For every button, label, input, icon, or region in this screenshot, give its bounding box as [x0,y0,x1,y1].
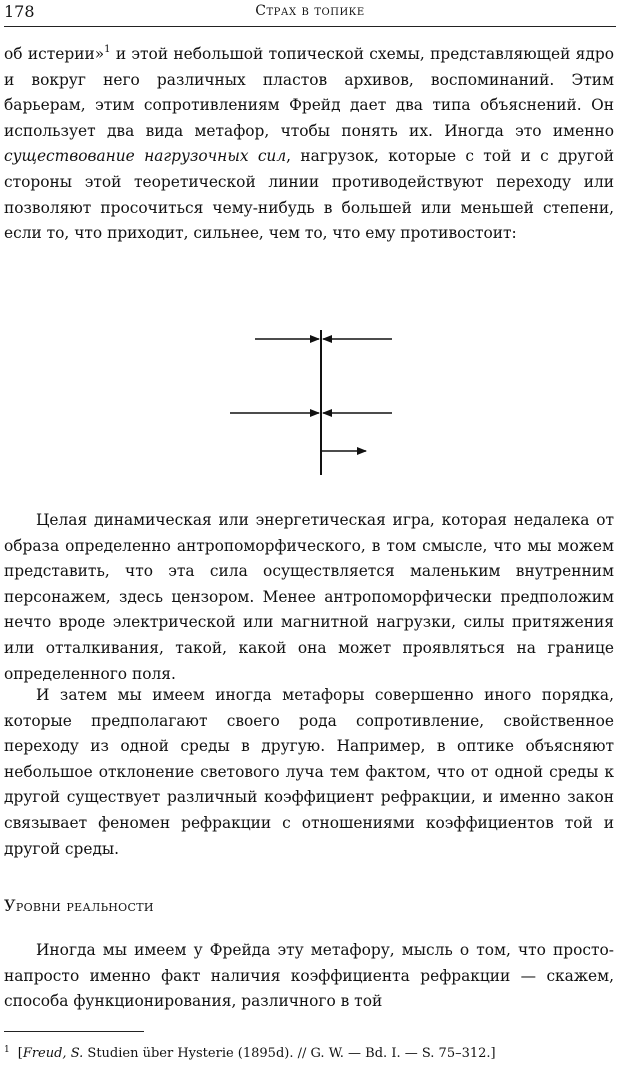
paragraph-4-text: Иногда мы имеем у Фрейда эту метафору, мысль о том, что просто-напросто именно факт наличия коэффициента рефракции — скажем, способа функционирования, различного в той [4,941,614,1011]
paragraph-1-emphasis: существование нагрузочных сил [4,147,287,166]
section-heading: Уровни реальности [4,896,154,915]
paragraph-1-part-1: об истерии» [4,45,105,63]
paragraph-1-part-2: и этой небольшой топической схемы, представляющей ядро и вокруг него различных пластов архивов, воспоминаний. Этим барьерам, этим сопротивлениям Фрейд дает два типа объяснений. Он использует два вида метафор, чтобы понять их. Иногда это именно [4,45,614,140]
footnote [4,1040,616,1064]
footnote-reference[interactable]: 1 [104,44,111,55]
page-number: 178 [4,2,35,21]
footnote-mark: 1 [4,1045,10,1055]
paragraph-3 [4,683,614,862]
page-header [4,0,616,26]
paragraph-2-text: Целая динамическая или энергетическая игра, которая недалека от образа определенно антропоморфического, в том смысле, что мы можем представить, что эта сила осуществляется маленьким внутренним персонажем, здесь цензором. Менее антропоморфически предположим нечто вроде электрической или магнитной нагрузки, силы притяжения или отталкивания, такой, какой она может проявляться на границе определенного поля. [4,511,614,683]
paragraph-3-text: И затем мы имеем иногда метафоры совершенно иного порядка, которые предполагают своего рода сопротивление, свойственное переходу из одной среды в другую. Например, в оптике объясняют небольшое отклонение светового луча тем фактом, что от одной среды к другой существует различный коэффициент рефракции, и именно закон связывает феномен рефракции с отношениями коэффициентов той и другой среды. [4,686,614,858]
footnote-text: Studien über Hysterie (1895d). // G. W. — Bd. I. — S. 75–312.] [83,1046,496,1061]
footnote-rule [4,1031,144,1032]
paragraph-2 [4,508,614,687]
footnote-author: Freud, S. [22,1046,84,1061]
force-diagram [220,325,400,475]
header-rule [4,26,616,27]
paragraph-4 [4,938,614,1015]
paragraph-1 [4,42,614,247]
running-title: Страх в топике [255,3,365,19]
footnote-open-bracket: [ [17,1046,23,1061]
paragraph-1-part-3: , нагрузок, которые с той и с другой стороны этой теоретической линии противодействуют переходу или позволяют просочиться чему-нибудь в большей или меньшей степени, если то, что приходит, сильнее, чем то, что ему противостоит: [4,147,614,243]
